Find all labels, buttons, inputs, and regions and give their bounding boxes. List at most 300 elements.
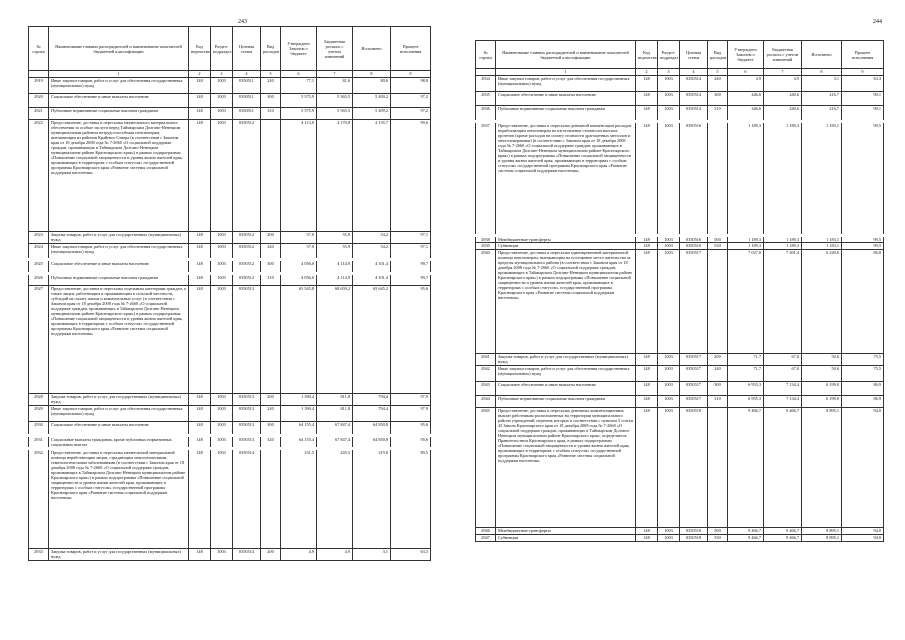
budget-amount: 7 134,4 <box>764 382 802 396</box>
percent-executed: 97,1 <box>391 244 431 260</box>
executed-amount: 4 101,4 <box>353 274 391 286</box>
approved-amount: 4 113,0 <box>281 120 317 232</box>
section-code: 1003 <box>211 394 233 406</box>
row-number: 2938 <box>476 236 496 243</box>
row-name: Социальные выплаты гражданам, кроме публичных нормативных социальных выплат <box>49 436 189 449</box>
table-row <box>29 244 431 260</box>
header-name: Наименование главных распорядителей и наименование показателей бюджетной классификации <box>496 41 636 69</box>
dept-code: 148 <box>189 406 211 422</box>
table-row <box>29 94 431 108</box>
table-row <box>476 243 884 250</box>
target-article: 0350513 <box>233 394 261 406</box>
row-name: Межбюджетные трансферты <box>496 528 636 535</box>
approved-amount: 1 189,3 <box>728 122 764 236</box>
section-code: 1003 <box>658 528 680 535</box>
percent-executed: 94,0 <box>842 408 884 528</box>
dept-code: 148 <box>189 260 211 274</box>
row-name: Публичные нормативные социальные выплаты гражданам <box>496 106 636 122</box>
percent-executed: 89,5 <box>391 449 431 549</box>
row-number: 2925 <box>29 260 49 274</box>
row-number: 2942 <box>476 366 496 382</box>
table-row <box>29 274 431 286</box>
dept-code: 148 <box>636 122 658 236</box>
approved-amount: 57,0 <box>281 244 317 260</box>
row-name: Иные закупки товаров, работ и услуг для обеспечения государственных (муниципальных) нужд <box>49 244 189 260</box>
budget-amount: 4 170,8 <box>317 120 353 232</box>
budget-amount: 811,8 <box>317 394 353 406</box>
approved-amount: 65 545,8 <box>281 286 317 394</box>
col-number: 4 <box>233 71 261 78</box>
section-code: 1003 <box>658 243 680 250</box>
page-number: 243 <box>238 19 247 25</box>
section-code: 1003 <box>211 78 233 94</box>
executed-amount: 794,4 <box>353 406 391 422</box>
expense-type: 240 <box>708 366 728 382</box>
target-article: 0350514 <box>680 76 708 92</box>
percent-executed: 63,3 <box>391 549 431 561</box>
approved-amount: 246,6 <box>728 106 764 122</box>
target-article: 0350516 <box>680 122 708 236</box>
budget-amount: 9 466,7 <box>764 535 802 542</box>
row-name: Публичные нормативные социальные выплаты гражданам <box>49 108 189 120</box>
approved-amount: 231,5 <box>281 449 317 549</box>
budget-amount: 4,9 <box>317 549 353 561</box>
expense-type: 500 <box>708 528 728 535</box>
table-row <box>29 449 431 549</box>
section-code: 1003 <box>211 120 233 232</box>
row-number: 2924 <box>29 244 49 260</box>
header-executed: Исполнено <box>353 27 391 71</box>
table-row <box>29 232 431 244</box>
percent-executed: 98,8 <box>391 78 431 94</box>
col-number: 3 <box>658 69 680 76</box>
executed-amount: 5 409,2 <box>353 108 391 120</box>
budget-amount: 5 565,5 <box>317 108 353 120</box>
row-number: 2936 <box>476 106 496 122</box>
expense-type: 240 <box>261 78 281 94</box>
percent-executed: 99,7 <box>391 274 431 286</box>
percent-executed: 99,6 <box>391 120 431 232</box>
row-number: 2923 <box>29 232 49 244</box>
table-row <box>476 354 884 366</box>
dept-code: 148 <box>636 396 658 408</box>
col-number: 5 <box>708 69 728 76</box>
executed-amount: 5 409,2 <box>353 94 391 108</box>
page-244 <box>453 0 905 640</box>
row-name: Субвенции <box>496 243 636 250</box>
approved-amount: 57,0 <box>281 232 317 244</box>
expense-type <box>261 449 281 549</box>
row-number: 2939 <box>476 243 496 250</box>
percent-executed: 75,5 <box>842 366 884 382</box>
approved-amount: 6 955,3 <box>728 382 764 396</box>
budget-amount: 1 189,3 <box>764 236 802 243</box>
executed-amount: 216,7 <box>802 92 842 106</box>
percent-executed: 97,2 <box>391 108 431 120</box>
target-article: 0350518 <box>680 408 708 528</box>
budget-amount: 4,9 <box>764 76 802 92</box>
dept-code: 148 <box>636 354 658 366</box>
expense-type <box>708 122 728 236</box>
approved-amount: 71,7 <box>728 366 764 382</box>
dept-code: 148 <box>189 94 211 108</box>
dept-code: 148 <box>189 108 211 120</box>
dept-code: 148 <box>189 232 211 244</box>
dept-code: 148 <box>636 92 658 106</box>
row-name: Социальное обеспечение и иные выплаты населению <box>49 94 189 108</box>
target-article: 0350514 <box>233 449 261 549</box>
target-article: 0350511 <box>233 94 261 108</box>
budget-amount: 7 134,4 <box>764 396 802 408</box>
row-name: Закупка товаров, работ и услуг для государственных (муниципальных) нужд <box>49 394 189 406</box>
expense-type: 530 <box>708 535 728 542</box>
approved-amount: 6 955,3 <box>728 396 764 408</box>
table-row <box>476 396 884 408</box>
executed-amount: 1 183,1 <box>802 243 842 250</box>
header-approved: Утверждено Законом о бюджете <box>281 27 317 71</box>
row-number: 2930 <box>29 422 49 436</box>
target-article: 0350518 <box>680 528 708 535</box>
row-number: 2920 <box>29 94 49 108</box>
row-name: Закупка товаров, работ и услуг для государственных (муниципальных) нужд <box>496 354 636 366</box>
target-article: 0350511 <box>233 78 261 94</box>
section-code: 1003 <box>211 286 233 394</box>
section-code: 1003 <box>658 106 680 122</box>
col-number <box>29 71 49 78</box>
col-number <box>476 69 496 76</box>
col-number: 6 <box>281 71 317 78</box>
percent-executed: 99,5 <box>842 243 884 250</box>
percent-executed: 95,6 <box>391 422 431 436</box>
expense-type: 300 <box>708 92 728 106</box>
target-article: 0350512 <box>233 120 261 232</box>
expense-type: 530 <box>708 243 728 250</box>
col-number: 7 <box>317 71 353 78</box>
section-code: 1003 <box>658 250 680 354</box>
executed-amount: 219,8 <box>353 449 391 549</box>
executed-amount: 50,6 <box>802 366 842 382</box>
budget-table <box>28 26 431 561</box>
percent-executed: 99,5 <box>842 122 884 236</box>
header-expense-type: Вид расходов <box>261 27 281 71</box>
dept-code: 148 <box>636 250 658 354</box>
target-article: 0350516 <box>680 243 708 250</box>
expense-type <box>261 286 281 394</box>
row-name: Иные закупки товаров, работ и услуг для обеспечения государственных (муниципальных) нужд <box>496 76 636 92</box>
row-number: 2929 <box>29 406 49 422</box>
target-article: 0350518 <box>680 535 708 542</box>
executed-amount: 54,2 <box>353 244 391 260</box>
approved-amount: 64 155,4 <box>281 422 317 436</box>
target-article: 0350517 <box>680 366 708 382</box>
target-article: 0350514 <box>680 106 708 122</box>
percent-executed: 97,9 <box>391 394 431 406</box>
row-name: Иные закупки товаров, работ и услуг для обеспечения государственных (муниципальных) нужд <box>496 366 636 382</box>
percent-executed: 63,3 <box>842 76 884 92</box>
dept-code: 148 <box>636 366 658 382</box>
section-code: 1003 <box>211 244 233 260</box>
expense-type <box>708 250 728 354</box>
section-code: 1003 <box>211 549 233 561</box>
section-code: 1003 <box>211 274 233 286</box>
budget-amount: 1 189,3 <box>764 243 802 250</box>
executed-amount: 6 199,0 <box>802 382 842 396</box>
dept-code: 148 <box>189 422 211 436</box>
table-row <box>29 120 431 232</box>
approved-amount: 4,9 <box>281 549 317 561</box>
budget-amount: 245,5 <box>317 449 353 549</box>
budget-amount: 67,0 <box>764 366 802 382</box>
expense-type: 200 <box>261 394 281 406</box>
table-row <box>476 236 884 243</box>
col-number: 4 <box>680 69 708 76</box>
approved-amount: 4 056,0 <box>281 260 317 274</box>
row-number: 2937 <box>476 122 496 236</box>
target-article: 0350513 <box>233 436 261 449</box>
table-row <box>476 366 884 382</box>
row-number: 2922 <box>29 120 49 232</box>
row-name: Иные закупки товаров, работ и услуг для обеспечения государственных (муниципальных) нужд <box>49 406 189 422</box>
percent-executed: 95,6 <box>391 436 431 449</box>
percent-executed: 86,9 <box>842 396 884 408</box>
col-number: 8 <box>353 71 391 78</box>
col-number: 6 <box>728 69 764 76</box>
header-executed: Исполнено <box>802 41 842 69</box>
table-row <box>476 76 884 92</box>
col-number: 9 <box>391 71 431 78</box>
budget-amount: 55,9 <box>317 244 353 260</box>
percent-executed: 97,9 <box>391 406 431 422</box>
dept-code: 148 <box>189 244 211 260</box>
page-number: 244 <box>873 19 882 25</box>
dept-code: 148 <box>636 236 658 243</box>
expense-type: 300 <box>708 382 728 396</box>
table-row <box>29 78 431 94</box>
page-243 <box>0 0 452 640</box>
approved-amount: 1 189,3 <box>728 236 764 243</box>
budget-amount: 67 847,4 <box>317 436 353 449</box>
expense-type: 240 <box>261 244 281 260</box>
section-code: 1003 <box>658 535 680 542</box>
target-article: 0350517 <box>680 354 708 366</box>
dept-code: 148 <box>189 549 211 561</box>
approved-amount: 5 575,9 <box>281 108 317 120</box>
row-name: Предоставление, доставка и пересылка денежной компенсации расходов неработающим пенсионерам на изготовление стоматологических протезов (кроме расходов на оплату стоимости драгоценных металлов и металлокерамики) (в соответствии с Законом края от 18 декабря 2008 года № 7-2660 «О социальной поддержке граждан, проживающих в Таймырском Долгано-Ненецком муниципальном районе Красноярского края») в рамках подпрограммы «Повышение социальной защищенности и уровня жизни жителей края, проживающих в территориях с особым статусом» государственной программы Красноярского края «Развитие системы социальной поддержки населения» <box>496 122 636 236</box>
approved-amount: 4,9 <box>728 76 764 92</box>
header-target-article: Целевая статья <box>233 27 261 71</box>
row-number: 2932 <box>29 449 49 549</box>
section-code: 1003 <box>658 354 680 366</box>
approved-amount: 64 155,4 <box>281 436 317 449</box>
budget-amount: 9 466,7 <box>764 528 802 535</box>
executed-amount: 80,6 <box>353 78 391 94</box>
approved-amount: 9 466,7 <box>728 528 764 535</box>
executed-amount: 64 850,8 <box>353 436 391 449</box>
section-code: 1003 <box>211 232 233 244</box>
budget-amount: 67,0 <box>764 354 802 366</box>
budget-amount: 4 114,9 <box>317 274 353 286</box>
section-code: 1003 <box>211 436 233 449</box>
budget-amount: 55,9 <box>317 232 353 244</box>
col-number: 1 <box>49 71 189 78</box>
row-number: 2921 <box>29 108 49 120</box>
col-number: 5 <box>261 71 281 78</box>
executed-amount: 6 199,0 <box>802 396 842 408</box>
executed-amount: 8 895,1 <box>802 535 842 542</box>
budget-amount: 7 201,4 <box>764 250 802 354</box>
percent-executed: 94,0 <box>842 528 884 535</box>
budget-amount: 81,6 <box>317 78 353 94</box>
section-code: 1003 <box>658 236 680 243</box>
row-name: Предоставление, доставка и пересылка ежемесячной материальной помощи неработающим лицам, страдающим онкологическими, гематологическими заболеваниями (в соответствии с Законом края от 18 декабря 2008 года № 7-2660 «О социальной поддержке граждан, проживающих в Таймырском Долгано-Ненецком муниципальном районе Красноярского края») в рамках подпрограммы «Повышение социальной защищенности и уровня жизни жителей края, проживающих в территориях с особым статусом» государственной программы Красноярского края «Развитие системы социальной поддержки населения» <box>49 449 189 549</box>
budget-amount: 240,6 <box>764 92 802 106</box>
dept-code: 148 <box>189 394 211 406</box>
section-code: 1003 <box>658 382 680 396</box>
table-row <box>29 549 431 561</box>
percent-executed: 97,1 <box>391 232 431 244</box>
col-number: 2 <box>189 71 211 78</box>
dept-code: 148 <box>636 76 658 92</box>
header-budget-list: Бюджетная роспись с учетом изменений <box>764 41 802 69</box>
row-number: 2933 <box>29 549 49 561</box>
target-article: 0350514 <box>680 92 708 106</box>
header-expense-type: Вид расходов <box>708 41 728 69</box>
expense-type: 200 <box>261 549 281 561</box>
section-code: 1003 <box>211 94 233 108</box>
expense-type: 300 <box>261 422 281 436</box>
table-row <box>29 260 431 274</box>
approved-amount: 4 056,0 <box>281 274 317 286</box>
dept-code: 148 <box>189 286 211 394</box>
table-row <box>29 406 431 422</box>
table-row <box>29 422 431 436</box>
section-code: 1003 <box>211 108 233 120</box>
budget-amount: 4 114,9 <box>317 260 353 274</box>
expense-type: 300 <box>261 94 281 108</box>
row-name: Межбюджетные трансферты <box>496 236 636 243</box>
row-name: Социальное обеспечение и иные выплаты населению <box>49 422 189 436</box>
row-name: Предоставление, доставка и пересылка денежных компенсационных выплат работникам расположенных на территории муниципального района учреждений, перечень которых в соответствии с пунктом 3 статьи 43 Закона Красноярского края от 18 декабря 2008 года № 7-2660 «О социальной поддержке граждан, проживающих в Таймырском Долгано-Ненецком муниципальном районе Красноярского края», определяется Правительством Красноярского края, в рамках подпрограммы «Повышение социальной защищенности и уровня жизни жителей края, проживающих в территориях с особым статусом» государственной программы Красноярского края «Развитие системы социальной поддержки населения» <box>496 408 636 528</box>
approved-amount: 5 575,9 <box>281 94 317 108</box>
row-number: 2940 <box>476 250 496 354</box>
table-row <box>476 122 884 236</box>
target-article: 0350514 <box>233 549 261 561</box>
executed-amount: 1 183,1 <box>802 122 842 236</box>
percent-executed: 90,1 <box>842 92 884 106</box>
section-code: 1003 <box>211 422 233 436</box>
target-article: 0350513 <box>233 422 261 436</box>
target-article: 0350512 <box>233 274 261 286</box>
executed-amount: 3,1 <box>353 549 391 561</box>
executed-amount: 4 101,4 <box>353 260 391 274</box>
row-name: Закупка товаров, работ и услуг для государственных (муниципальных) нужд <box>49 549 189 561</box>
row-name: Предоставление, доставка и пересылка ежемесячного материального обеспечения за особые заслуги перед Таймырским Долгано-Ненецким муниципальным районом нетрудоспособным пенсионерам, выезжающим из районов Крайнего Севера (в соответствии с Законом края от 18 декабря 2008 года № 7-2660 «О социальной поддержке граждан, проживающих в Таймырском Долгано-Ненецком муниципальном районе Красноярского края») в рамках подпрограммы «Повышение социальной защищенности и уровня жизни жителей края, проживающих в территориях с особым статусом» государственной программы Красноярского края «Развитие системы социальной поддержки населения» <box>49 120 189 232</box>
expense-type: 310 <box>261 274 281 286</box>
expense-type <box>261 120 281 232</box>
header-target-article: Целевая статья <box>680 41 708 69</box>
executed-amount: 216,7 <box>802 106 842 122</box>
approved-amount: 246,6 <box>728 92 764 106</box>
executed-amount: 8 895,1 <box>802 408 842 528</box>
header-name: Наименование главных распорядителей и наименование показателей бюджетной классификации <box>49 27 189 71</box>
table-row <box>29 286 431 394</box>
executed-amount: 3,1 <box>802 76 842 92</box>
expense-type: 200 <box>261 232 281 244</box>
row-number: 2945 <box>476 408 496 528</box>
row-name: Субвенции <box>496 535 636 542</box>
row-number: 2935 <box>476 92 496 106</box>
table-row <box>29 436 431 449</box>
executed-amount: 794,4 <box>353 394 391 406</box>
row-name: Закупка товаров, работ и услуг для государственных (муниципальных) нужд <box>49 232 189 244</box>
expense-type: 240 <box>708 76 728 92</box>
dept-code: 148 <box>636 106 658 122</box>
budget-amount: 811,8 <box>317 406 353 422</box>
row-number: 2931 <box>29 436 49 449</box>
row-name: Социальное обеспечение и иные выплаты населению <box>496 92 636 106</box>
target-article: 0350517 <box>680 382 708 396</box>
table-row <box>29 108 431 120</box>
budget-amount: 240,6 <box>764 106 802 122</box>
table-row <box>29 394 431 406</box>
row-name: Иные закупки товаров, работ и услуг для обеспечения государственных (муниципальных) нужд <box>49 78 189 94</box>
header-dept-code: Код ведомства <box>189 27 211 71</box>
row-name: Социальное обеспечение и иные выплаты населению <box>496 382 636 396</box>
section-code: 1003 <box>658 122 680 236</box>
section-code: 1003 <box>658 408 680 528</box>
dept-code: 148 <box>636 528 658 535</box>
dept-code: 148 <box>189 449 211 549</box>
percent-executed: 99,5 <box>842 236 884 243</box>
executed-amount: 6 249,6 <box>802 250 842 354</box>
section-code: 1003 <box>211 260 233 274</box>
target-article: 0350512 <box>233 260 261 274</box>
executed-amount: 4 155,7 <box>353 120 391 232</box>
row-number: 2927 <box>29 286 49 394</box>
dept-code: 148 <box>189 78 211 94</box>
budget-amount: 68 659,2 <box>317 286 353 394</box>
col-number: 2 <box>636 69 658 76</box>
approved-amount: 71,7 <box>728 354 764 366</box>
section-code: 1003 <box>658 366 680 382</box>
header-approved: Утверждено Законом о бюджете <box>728 41 764 69</box>
approved-amount: 7 027,0 <box>728 250 764 354</box>
table-row <box>476 106 884 122</box>
section-code: 1003 <box>658 92 680 106</box>
row-name: Предоставление, доставка и пересылка единовременной материальной помощи пенсионерам, выезжающим на постоянное место жительства за пределы муниципального района (в соответствии с Законом края от 18 декабря 2008 года № 7-2660 «О социальной поддержке граждан, проживающих в Таймырском Долгано-Ненецком муниципальном районе Красноярского края») в рамках подпрограммы «Повышение социальной защищенности и уровня жизни жителей края, проживающих в территориях с особым статусом» государственной программы Красноярского края «Развитие системы социальной поддержки населения» <box>496 250 636 354</box>
budget-amount: 67 847,4 <box>317 422 353 436</box>
expense-type: 320 <box>261 436 281 449</box>
percent-executed: 94,0 <box>842 535 884 542</box>
executed-amount: 1 183,1 <box>802 236 842 243</box>
approved-amount: 9 466,7 <box>728 408 764 528</box>
row-number: 2947 <box>476 535 496 542</box>
header-percent: Процент исполнения <box>391 27 431 71</box>
percent-executed: 97,2 <box>391 94 431 108</box>
row-name: Социальное обеспечение и иные выплаты населению <box>49 260 189 274</box>
target-article: 0350517 <box>680 250 708 354</box>
target-article: 0350511 <box>233 108 261 120</box>
col-number: 3 <box>211 71 233 78</box>
row-name: Публичные нормативные социальные выплаты гражданам <box>496 396 636 408</box>
expense-type: 200 <box>708 354 728 366</box>
target-article: 0350516 <box>680 236 708 243</box>
executed-amount: 54,2 <box>353 232 391 244</box>
dept-code: 148 <box>189 274 211 286</box>
table-row <box>476 382 884 396</box>
percent-executed: 86,8 <box>842 250 884 354</box>
dept-code: 148 <box>636 243 658 250</box>
